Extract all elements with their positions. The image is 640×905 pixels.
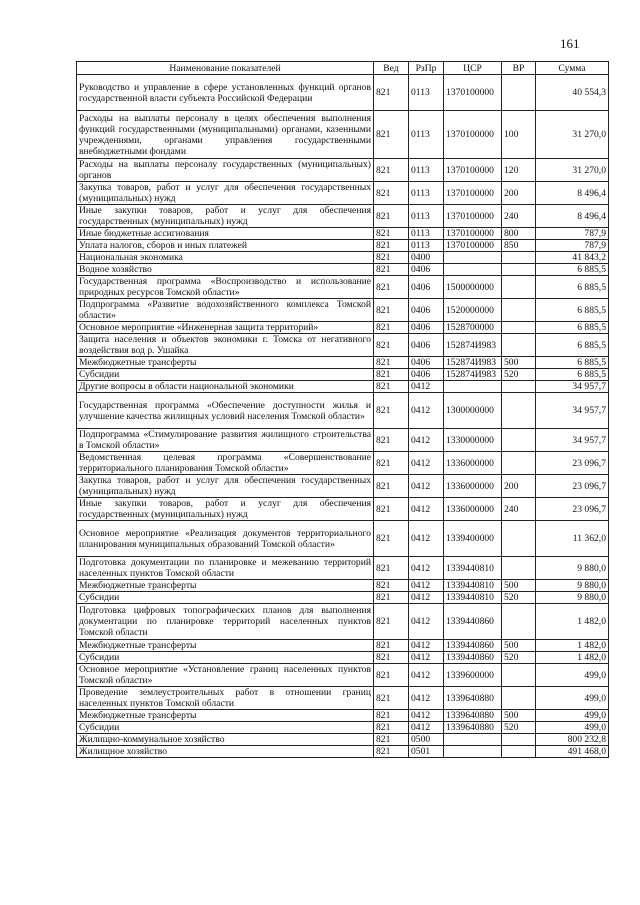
cell-vr: 520	[502, 592, 536, 604]
cell-ved: 821	[374, 393, 409, 429]
cell-sum: 6 885,5	[536, 322, 609, 334]
cell-csr: 1339440810	[444, 592, 502, 604]
cell-rzpr: 0412	[409, 722, 444, 734]
cell-ved: 821	[374, 640, 409, 652]
cell-name: Иные закупки товаров, работ и услуг для обеспечения государственных (муниципальных) нужд	[77, 205, 374, 228]
cell-sum: 11 362,0	[536, 521, 609, 557]
cell-csr: 1339640880	[444, 687, 502, 710]
cell-csr: 152874И983	[444, 369, 502, 381]
cell-rzpr: 0406	[409, 276, 444, 299]
cell-sum: 1 482,0	[536, 640, 609, 652]
cell-name: Подготовка документации по планировке и межеванию территорий населенных пунктов Томской области	[77, 557, 374, 580]
cell-csr: 1370100000	[444, 182, 502, 205]
table-row	[77, 369, 609, 381]
cell-name: Защита населения и объектов экономики г. Томска от негативного воздействия вод р. Ушайка	[77, 334, 374, 357]
cell-rzpr: 0412	[409, 381, 444, 393]
cell-vr: 240	[502, 498, 536, 521]
table-row	[77, 722, 609, 734]
cell-vr	[502, 746, 536, 758]
cell-sum: 23 096,7	[536, 475, 609, 498]
header-vr: ВР	[502, 62, 536, 75]
cell-sum: 40 554,3	[536, 75, 609, 111]
cell-sum: 6 885,5	[536, 299, 609, 322]
cell-rzpr: 0113	[409, 205, 444, 228]
cell-vr	[502, 334, 536, 357]
cell-rzpr: 0412	[409, 475, 444, 498]
cell-csr: 1339440860	[444, 604, 502, 640]
cell-vr	[502, 381, 536, 393]
header-sum: Сумма	[536, 62, 609, 75]
cell-sum: 6 885,5	[536, 264, 609, 276]
table-row	[77, 710, 609, 722]
header-csr: ЦСР	[444, 62, 502, 75]
cell-rzpr: 0113	[409, 240, 444, 252]
cell-name: Жилищное хозяйство	[77, 746, 374, 758]
cell-ved: 821	[374, 652, 409, 664]
cell-ved: 821	[374, 322, 409, 334]
cell-ved: 821	[374, 240, 409, 252]
cell-rzpr: 0400	[409, 252, 444, 264]
cell-name: Подготовка цифровых топографических планов для выполнения документации по планировке территорий населенных пунктов Томской области	[77, 604, 374, 640]
table-row	[77, 322, 609, 334]
table-row	[77, 746, 609, 758]
cell-vr: 500	[502, 710, 536, 722]
cell-vr: 500	[502, 640, 536, 652]
cell-name: Субсидии	[77, 652, 374, 664]
cell-csr	[444, 264, 502, 276]
cell-csr: 1339640880	[444, 710, 502, 722]
table-row	[77, 604, 609, 640]
cell-rzpr: 0412	[409, 521, 444, 557]
cell-name: Межбюджетные трансферты	[77, 640, 374, 652]
cell-name: Государственная программа «Воспроизводство и использование природных ресурсов Томской области»	[77, 276, 374, 299]
cell-rzpr: 0412	[409, 664, 444, 687]
cell-csr: 152874И983	[444, 357, 502, 369]
cell-name: Основное мероприятие «Установление границ населенных пунктов Томской области»	[77, 664, 374, 687]
cell-name: Проведение землеустроительных работ в отношении границ населенных пунктов Томской области	[77, 687, 374, 710]
cell-name: Водное хозяйство	[77, 264, 374, 276]
cell-sum: 499,0	[536, 664, 609, 687]
cell-name: Основное мероприятие «Инженерная защита территорий»	[77, 322, 374, 334]
cell-vr: 850	[502, 240, 536, 252]
cell-sum: 34 957,7	[536, 393, 609, 429]
cell-ved: 821	[374, 452, 409, 475]
cell-sum: 787,9	[536, 240, 609, 252]
cell-name: Другие вопросы в области национальной экономики	[77, 381, 374, 393]
cell-ved: 821	[374, 334, 409, 357]
cell-rzpr: 0412	[409, 452, 444, 475]
cell-rzpr: 0113	[409, 228, 444, 240]
cell-name: Уплата налогов, сборов и иных платежей	[77, 240, 374, 252]
cell-csr: 1520000000	[444, 299, 502, 322]
cell-rzpr: 0412	[409, 592, 444, 604]
cell-sum: 23 096,7	[536, 452, 609, 475]
budget-table	[76, 61, 609, 758]
cell-rzpr: 0406	[409, 322, 444, 334]
cell-vr	[502, 264, 536, 276]
cell-ved: 821	[374, 746, 409, 758]
table-row	[77, 640, 609, 652]
cell-ved: 821	[374, 557, 409, 580]
table-row	[77, 580, 609, 592]
cell-name: Жилищно-коммунальное хозяйство	[77, 734, 374, 746]
cell-vr: 520	[502, 369, 536, 381]
cell-vr	[502, 452, 536, 475]
cell-sum: 8 496,4	[536, 205, 609, 228]
cell-name: Расходы на выплаты персоналу государственных (муниципальных) органов	[77, 159, 374, 182]
cell-sum: 491 468,0	[536, 746, 609, 758]
cell-ved: 821	[374, 381, 409, 393]
table-body	[77, 75, 609, 758]
cell-vr	[502, 252, 536, 264]
cell-sum: 23 096,7	[536, 498, 609, 521]
cell-name: Закупка товаров, работ и услуг для обеспечения государственных (муниципальных) нужд	[77, 475, 374, 498]
cell-csr: 1339440860	[444, 652, 502, 664]
cell-ved: 821	[374, 687, 409, 710]
cell-csr: 1339440860	[444, 640, 502, 652]
cell-vr: 240	[502, 205, 536, 228]
cell-vr	[502, 734, 536, 746]
cell-rzpr: 0113	[409, 182, 444, 205]
table-row	[77, 687, 609, 710]
cell-csr	[444, 381, 502, 393]
cell-rzpr: 0500	[409, 734, 444, 746]
header-rzpr: РзПр	[409, 62, 444, 75]
cell-ved: 821	[374, 580, 409, 592]
cell-csr: 152874И983	[444, 334, 502, 357]
table-row	[77, 393, 609, 429]
cell-name: Национальная экономика	[77, 252, 374, 264]
cell-sum: 499,0	[536, 710, 609, 722]
cell-rzpr: 0412	[409, 557, 444, 580]
table-row	[77, 734, 609, 746]
cell-name: Межбюджетные трансферты	[77, 357, 374, 369]
table-row	[77, 182, 609, 205]
cell-vr: 500	[502, 357, 536, 369]
cell-ved: 821	[374, 475, 409, 498]
cell-ved: 821	[374, 722, 409, 734]
cell-name: Межбюджетные трансферты	[77, 580, 374, 592]
cell-sum: 1 482,0	[536, 652, 609, 664]
cell-ved: 821	[374, 498, 409, 521]
table-row	[77, 240, 609, 252]
cell-csr	[444, 252, 502, 264]
cell-ved: 821	[374, 75, 409, 111]
cell-vr: 520	[502, 722, 536, 734]
cell-vr: 120	[502, 159, 536, 182]
cell-rzpr: 0406	[409, 264, 444, 276]
cell-vr	[502, 604, 536, 640]
cell-sum: 1 482,0	[536, 604, 609, 640]
cell-name: Межбюджетные трансферты	[77, 710, 374, 722]
cell-rzpr: 0412	[409, 393, 444, 429]
cell-rzpr: 0412	[409, 687, 444, 710]
table-row	[77, 334, 609, 357]
table-row	[77, 557, 609, 580]
cell-vr: 500	[502, 580, 536, 592]
cell-name: Иные бюджетные ассигнования	[77, 228, 374, 240]
cell-csr	[444, 734, 502, 746]
cell-rzpr: 0412	[409, 652, 444, 664]
cell-csr: 1339440810	[444, 580, 502, 592]
cell-vr	[502, 322, 536, 334]
cell-name: Основное мероприятие «Реализация документов территориального планирования муниципальных образований Томской области»	[77, 521, 374, 557]
table-row	[77, 252, 609, 264]
cell-ved: 821	[374, 369, 409, 381]
cell-vr: 200	[502, 182, 536, 205]
cell-vr	[502, 429, 536, 452]
cell-vr	[502, 664, 536, 687]
cell-rzpr: 0406	[409, 334, 444, 357]
cell-vr	[502, 276, 536, 299]
table-row	[77, 592, 609, 604]
cell-ved: 821	[374, 111, 409, 159]
cell-ved: 821	[374, 521, 409, 557]
cell-sum: 8 496,4	[536, 182, 609, 205]
cell-sum: 6 885,5	[536, 276, 609, 299]
cell-ved: 821	[374, 429, 409, 452]
cell-ved: 821	[374, 592, 409, 604]
cell-ved: 821	[374, 205, 409, 228]
table-row	[77, 429, 609, 452]
cell-rzpr: 0412	[409, 429, 444, 452]
table-row	[77, 159, 609, 182]
cell-sum: 31 270,0	[536, 111, 609, 159]
cell-vr	[502, 393, 536, 429]
cell-ved: 821	[374, 182, 409, 205]
cell-vr: 200	[502, 475, 536, 498]
cell-csr: 1370100000	[444, 111, 502, 159]
table-row	[77, 75, 609, 111]
cell-ved: 821	[374, 252, 409, 264]
cell-ved: 821	[374, 228, 409, 240]
cell-name: Подпрограмма «Стимулирование развития жилищного строительства в Томской области»	[77, 429, 374, 452]
cell-sum: 499,0	[536, 722, 609, 734]
cell-ved: 821	[374, 264, 409, 276]
cell-ved: 821	[374, 357, 409, 369]
cell-sum: 800 232,8	[536, 734, 609, 746]
cell-vr: 520	[502, 652, 536, 664]
table-header-row	[77, 62, 609, 75]
cell-ved: 821	[374, 710, 409, 722]
header-name: Наименование показателей	[77, 62, 374, 75]
cell-sum: 6 885,5	[536, 334, 609, 357]
cell-csr: 1339400000	[444, 521, 502, 557]
cell-sum: 31 270,0	[536, 159, 609, 182]
cell-name: Субсидии	[77, 369, 374, 381]
cell-name: Подпрограмма «Развитие водохозяйственного комплекса Томской области»	[77, 299, 374, 322]
cell-rzpr: 0113	[409, 111, 444, 159]
table-row	[77, 299, 609, 322]
cell-name: Иные закупки товаров, работ и услуг для обеспечения государственных (муниципальных) нужд	[77, 498, 374, 521]
header-ved: Вед	[374, 62, 409, 75]
cell-vr: 800	[502, 228, 536, 240]
cell-name: Ведомственная целевая программа «Совершенствование территориального планирования Томской области»	[77, 452, 374, 475]
cell-ved: 821	[374, 734, 409, 746]
cell-rzpr: 0412	[409, 640, 444, 652]
cell-ved: 821	[374, 299, 409, 322]
cell-ved: 821	[374, 276, 409, 299]
table-row	[77, 521, 609, 557]
cell-vr	[502, 557, 536, 580]
cell-csr: 1336000000	[444, 452, 502, 475]
cell-rzpr: 0113	[409, 75, 444, 111]
table-row	[77, 228, 609, 240]
cell-csr: 1370100000	[444, 205, 502, 228]
cell-rzpr: 0406	[409, 299, 444, 322]
page-number: 161	[560, 36, 580, 51]
cell-csr: 1500000000	[444, 276, 502, 299]
cell-vr	[502, 75, 536, 111]
table-row	[77, 264, 609, 276]
table-row	[77, 498, 609, 521]
cell-name: Субсидии	[77, 592, 374, 604]
cell-sum: 6 885,5	[536, 357, 609, 369]
cell-rzpr: 0501	[409, 746, 444, 758]
cell-rzpr: 0412	[409, 604, 444, 640]
cell-sum: 9 880,0	[536, 580, 609, 592]
cell-csr: 1336000000	[444, 498, 502, 521]
cell-rzpr: 0406	[409, 369, 444, 381]
cell-sum: 41 843,2	[536, 252, 609, 264]
cell-vr	[502, 687, 536, 710]
cell-rzpr: 0412	[409, 710, 444, 722]
cell-name: Субсидии	[77, 722, 374, 734]
cell-sum: 499,0	[536, 687, 609, 710]
cell-ved: 821	[374, 159, 409, 182]
cell-name: Руководство и управление в сфере установленных функций органов государственной власти субъекта Российской Федерации	[77, 75, 374, 111]
cell-ved: 821	[374, 664, 409, 687]
cell-rzpr: 0412	[409, 580, 444, 592]
cell-csr: 1370100000	[444, 240, 502, 252]
cell-name: Расходы на выплаты персоналу в целях обеспечения выполнения функций государственными (муниципальными) органами, казенными учреждениями, органами управления государственными внебюджетными фондами	[77, 111, 374, 159]
cell-csr: 1528700000	[444, 322, 502, 334]
table-row	[77, 276, 609, 299]
cell-sum: 34 957,7	[536, 429, 609, 452]
cell-csr	[444, 746, 502, 758]
cell-name: Государственная программа «Обеспечение доступности жилья и улучшение качества жилищных условий населения Томской области»	[77, 393, 374, 429]
cell-csr: 1330000000	[444, 429, 502, 452]
cell-sum: 787,9	[536, 228, 609, 240]
cell-csr: 1339640880	[444, 722, 502, 734]
cell-name: Закупка товаров, работ и услуг для обеспечения государственных (муниципальных) нужд	[77, 182, 374, 205]
cell-ved: 821	[374, 604, 409, 640]
cell-sum: 9 880,0	[536, 592, 609, 604]
table-row	[77, 111, 609, 159]
cell-csr: 1370100000	[444, 159, 502, 182]
cell-vr: 100	[502, 111, 536, 159]
table-row	[77, 205, 609, 228]
cell-vr	[502, 521, 536, 557]
cell-csr: 1300000000	[444, 393, 502, 429]
cell-sum: 9 880,0	[536, 557, 609, 580]
cell-sum: 6 885,5	[536, 369, 609, 381]
cell-csr: 1339600000	[444, 664, 502, 687]
cell-sum: 34 957,7	[536, 381, 609, 393]
table-row	[77, 664, 609, 687]
cell-rzpr: 0113	[409, 159, 444, 182]
cell-rzpr: 0412	[409, 498, 444, 521]
cell-rzpr: 0406	[409, 357, 444, 369]
table-row	[77, 475, 609, 498]
table-row	[77, 357, 609, 369]
cell-csr: 1370100000	[444, 228, 502, 240]
table-row	[77, 452, 609, 475]
cell-csr: 1336000000	[444, 475, 502, 498]
cell-csr: 1370100000	[444, 75, 502, 111]
table-row	[77, 652, 609, 664]
cell-csr: 1339440810	[444, 557, 502, 580]
cell-vr	[502, 299, 536, 322]
table-row	[77, 381, 609, 393]
